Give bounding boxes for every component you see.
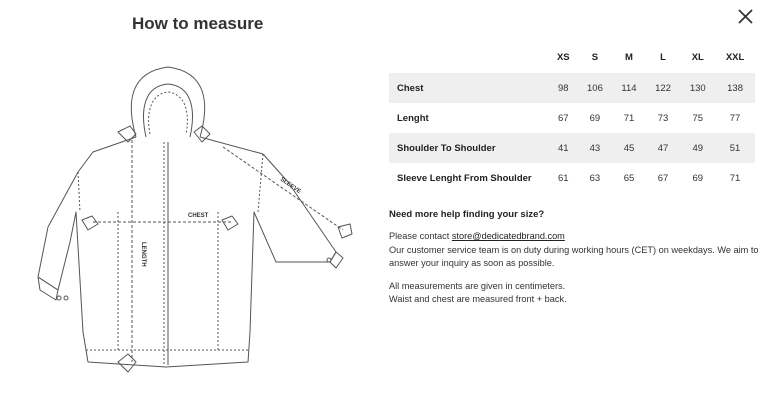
note-centimeters: All measurements are given in centimeters.: [389, 281, 566, 292]
cell-value: 138: [715, 73, 755, 103]
cell-value: 45: [612, 133, 645, 163]
size-header: L: [660, 52, 666, 63]
size-header: XXL: [725, 52, 745, 63]
cell-value: 106: [578, 73, 613, 103]
table-row-chest: [389, 73, 755, 103]
size-chart-table: [389, 42, 755, 193]
cell-value: 114: [612, 73, 645, 103]
table-row-shoulder: [389, 133, 755, 163]
size-header-row: [389, 42, 755, 73]
page-title: How to measure: [132, 14, 264, 33]
cell-value: 41: [549, 133, 578, 163]
table-row-sleeve: [389, 163, 755, 193]
help-question: Need more help finding your size?: [389, 209, 545, 220]
note-front-back: Waist and chest are measured front + back.: [389, 294, 567, 305]
cell-value: 71: [623, 112, 635, 124]
cell-value: 122: [646, 73, 681, 103]
size-header: M: [625, 52, 633, 63]
header-empty: [389, 42, 549, 73]
cell-value: 67: [557, 112, 569, 124]
size-header: S: [591, 52, 599, 63]
cell-value: 47: [646, 133, 681, 163]
row-label: Lenght: [397, 112, 429, 124]
cell-value: 73: [657, 112, 669, 124]
jacket-measurement-diagram: [18, 62, 370, 384]
contact-prefix: Please contact: [389, 231, 452, 242]
cell-value: 77: [729, 112, 741, 124]
cell-value: 43: [578, 133, 613, 163]
size-header: XL: [691, 52, 704, 63]
cell-value: 65: [623, 172, 635, 184]
length-label: LENGTH: [140, 242, 146, 267]
cell-value: 71: [729, 172, 741, 184]
cell-value: 69: [589, 112, 601, 124]
size-header: XS: [556, 52, 570, 63]
cell-value: 61: [557, 172, 569, 184]
row-label: Shoulder To Shoulder: [389, 133, 549, 163]
email-link[interactable]: store@dedicatedbrand.com: [451, 231, 565, 242]
table-row-length: [389, 103, 755, 133]
cell-value: 98: [549, 73, 578, 103]
cell-value: 63: [589, 172, 601, 184]
service-text: Our customer service team is on duty during working hours (CET) on weekdays. We aim to answer your inquiry as soon as possible.: [389, 244, 759, 268]
cell-value: 49: [680, 133, 715, 163]
contact-line: [389, 230, 759, 243]
help-section: [389, 208, 759, 307]
close-x-icon[interactable]: [734, 5, 756, 27]
cell-value: 67: [657, 172, 669, 184]
cell-value: 75: [692, 112, 704, 124]
chest-label: CHEST: [188, 213, 209, 219]
row-label: Sleeve Lenght From Shoulder: [397, 172, 532, 184]
cell-value: 69: [692, 172, 704, 184]
row-label: Chest: [389, 73, 549, 103]
cell-value: 130: [680, 73, 715, 103]
cell-value: 51: [715, 133, 755, 163]
sleeve-label: SLEEVE: [278, 176, 302, 196]
